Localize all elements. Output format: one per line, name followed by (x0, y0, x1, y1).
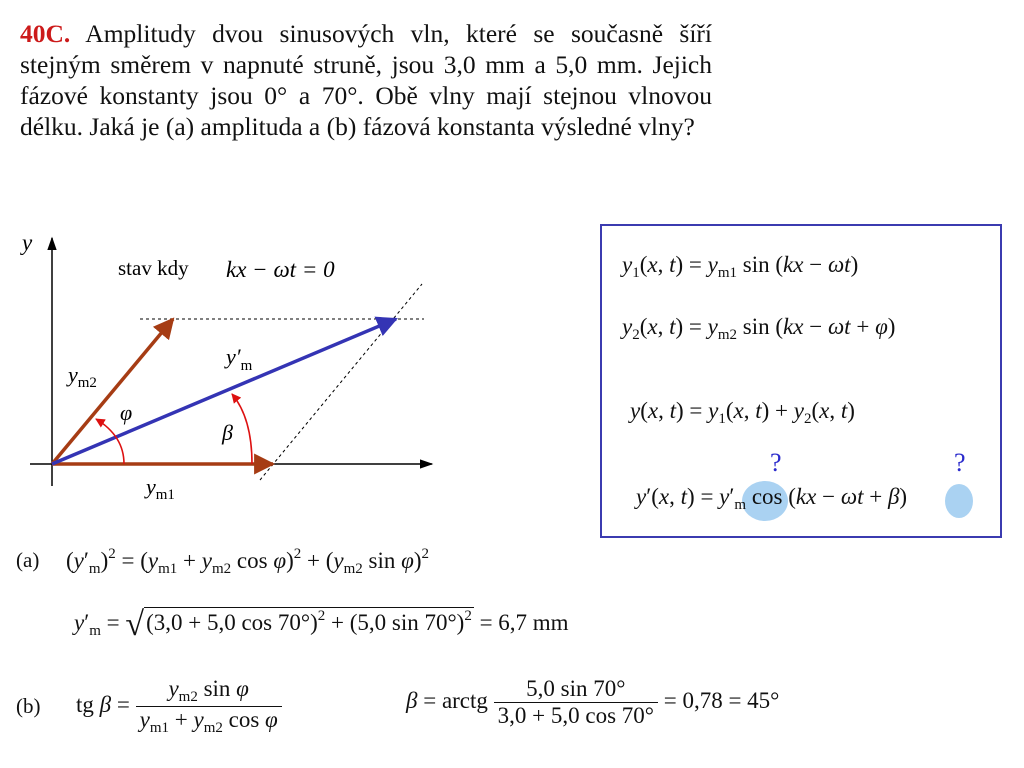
arc-phi (96, 419, 124, 464)
solution-b-label: (b) (16, 694, 41, 718)
solution-b-beta: β = arctg $\frac{5,0 \sin 70^\circ}{3,0 + 5,0 \cos 70^\circ}$ = 0,78 = 45° (406, 676, 780, 728)
problem-text: Amplitudy dvou sinusových vln, které se současně šíří stejným směrem v napnuté struně, jsou 3,0 mm a 5,0 mm. Jejich fázové konstanty jsou 0° a 70°. Obě vlny mají stejnou vlnovou délku. Jaká je (a) amplituda a (b) fázová konstanta výsledné vlny? (20, 19, 713, 141)
problem-number: 40C. (20, 19, 71, 48)
equations-box (600, 224, 1002, 538)
label-ym2: $y_{m2}$ (68, 362, 97, 391)
vector-ym2 (52, 319, 173, 464)
solution-a-result: = 6,7 mm (479, 610, 569, 635)
label-resultant: $y'_m$ (226, 344, 253, 374)
label-phi: φ (120, 400, 133, 425)
state-condition: kx − ωt = 0 (226, 257, 335, 282)
phasor-diagram (0, 222, 590, 522)
dashed-parallel (260, 284, 422, 480)
y-axis-label: y (22, 230, 33, 255)
problem-statement (20, 18, 712, 142)
state-label: stav kdy (118, 256, 189, 280)
box-eq2: $y_2(x$, $t) = y_{m2}$ sin (kx − ωt + φ) (622, 314, 896, 343)
solution-b-result: = 0,78 = 45° (663, 687, 780, 713)
fraction-arctg: $\frac{5,0 \sin 70^\circ}{3,0 + 5,0 \cos 70^\circ}$ (494, 676, 658, 729)
fraction-tg: $\frac{y_{m2} \sin \varphi}{y_{m1} + y_{m2} \cos \varphi}$ (136, 676, 282, 737)
label-beta: β (222, 420, 233, 445)
solution-b-tg: tg β = $\frac{y_{m2} \sin \varphi}{y_{m1} + y_{m2} \cos \varphi}$ (76, 676, 282, 737)
solution-a-line1: $(y'_m)^2 = (y_{m1} + y_{m2}$ $\cos \varphi)^2 + (y_{m2}$ sin φ)$^2$ (66, 546, 430, 577)
box-eq4: y′(x, $t) = y'_m$ cos (kx − ωt + β) (636, 484, 908, 513)
highlight-phase (945, 484, 973, 518)
question-mark-phase: ? (954, 448, 966, 477)
question-mark-amplitude: ? (770, 448, 782, 477)
solution-a-line2: $y'_m = √(3,0 + 5,0$ cos 70°)$^2$ + (5,0 sin 70°)$^2$ = 6,7 mm (74, 606, 569, 643)
box-eq1: $y_1(x$, $t) = y_{m1}$ sin (kx − ωt) (622, 252, 859, 281)
solution-a-label: (a) (16, 548, 40, 572)
box-eq3: y(x, $t) = y_1(x$, $t) + y_2(x$, t) (630, 398, 855, 427)
arc-beta (232, 394, 252, 464)
label-ym1: $y_{m1}$ (146, 474, 175, 503)
